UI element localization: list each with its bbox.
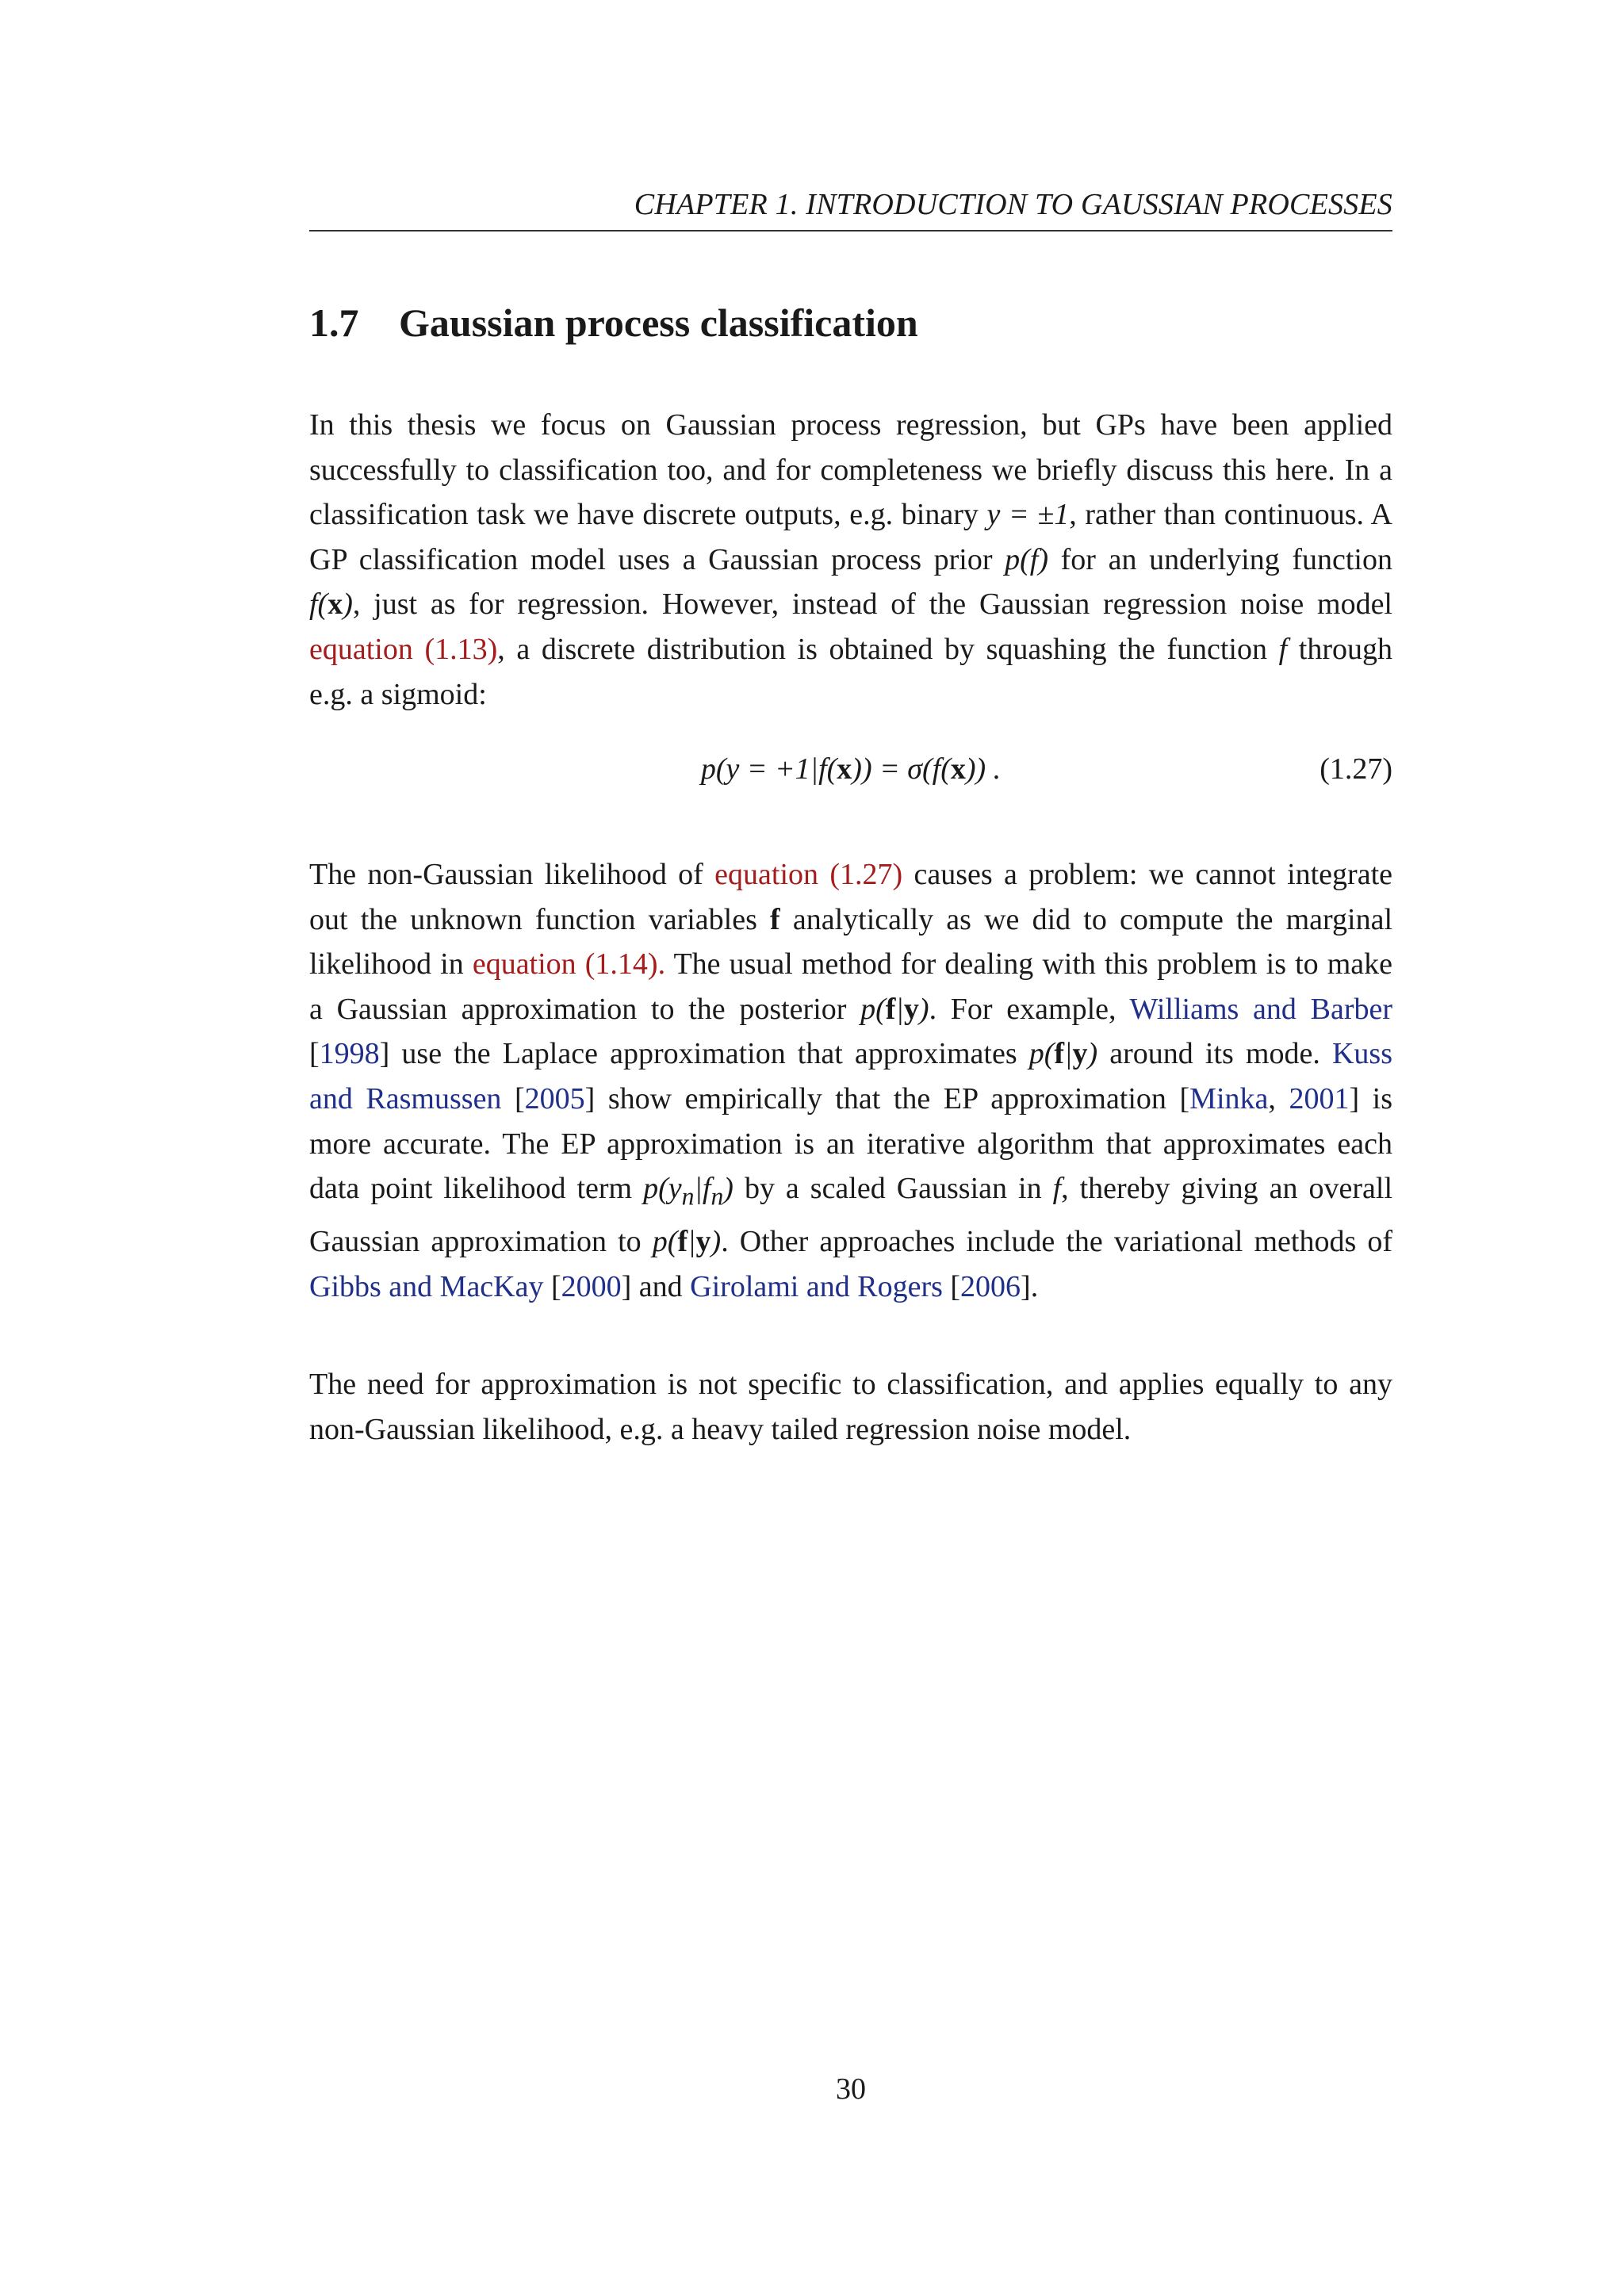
page-number: 30 bbox=[836, 2072, 866, 2106]
math-part: p( bbox=[860, 992, 886, 1026]
math-part: )) . bbox=[965, 752, 1002, 786]
text-run: In this thesis we focus on Gaussian process regression, but GPs have been applied successfully to classification too, and for completeness we briefly discuss this here. In a classification task we have discrete outputs, e.g. binary bbox=[309, 408, 1392, 532]
text-run: . For example, bbox=[929, 992, 1130, 1026]
math-vector: f bbox=[885, 992, 896, 1026]
text-run: causes a problem: we cannot integrate out the unknown function variables bbox=[309, 858, 1392, 936]
text-run: [ bbox=[942, 1269, 961, 1303]
equation-link-1-14[interactable]: equation (1.14). bbox=[472, 947, 666, 982]
math-part: p( bbox=[1028, 1037, 1055, 1071]
math-part: ) bbox=[710, 1225, 722, 1259]
text-run: , rather than continuous. A GP classification model uses a Gaussian process prior bbox=[309, 498, 1392, 576]
citation-year-2000[interactable]: 2000 bbox=[561, 1269, 622, 1303]
text-run: through e.g. a sigmoid: bbox=[309, 632, 1392, 711]
section-title: Gaussian process classification bbox=[399, 300, 918, 345]
math-vector: f bbox=[1054, 1037, 1065, 1071]
text-run: around its mode. bbox=[1097, 1037, 1332, 1071]
math-part: p( bbox=[652, 1225, 678, 1259]
text-run: [ bbox=[501, 1081, 525, 1115]
math-inline bbox=[860, 993, 929, 1026]
text-run: The usual method for dealing with this problem is to make a Gaussian approximation to the posterior bbox=[309, 947, 1393, 1026]
equation-link-1-27[interactable]: equation (1.27) bbox=[714, 858, 903, 891]
equation-body bbox=[309, 752, 1392, 786]
paragraph-intro bbox=[309, 403, 1392, 717]
text-run: analytically as we did to compute the marginal likelihood in bbox=[309, 902, 1392, 982]
text-run: [ bbox=[309, 1037, 320, 1071]
math-inline: f bbox=[1052, 1172, 1062, 1206]
paragraph-approximation bbox=[309, 852, 1392, 1310]
math-subscript: n bbox=[710, 1182, 724, 1211]
math-part: ) bbox=[918, 992, 929, 1026]
header-rule bbox=[309, 230, 1392, 232]
math-vector: y bbox=[903, 992, 919, 1026]
text-run: . Other approaches include the variational methods of bbox=[721, 1225, 1392, 1259]
text-run: ]. bbox=[1021, 1269, 1039, 1303]
text-run: , bbox=[1268, 1081, 1289, 1115]
citation-girolami-rogers[interactable]: Girolami and Rogers bbox=[690, 1269, 943, 1303]
text-run: [ bbox=[543, 1269, 561, 1303]
citation-williams-barber[interactable]: Williams and Barber bbox=[1129, 992, 1392, 1026]
math-part: | bbox=[895, 992, 904, 1026]
math-part: p(y bbox=[643, 1172, 682, 1206]
math-vector: x bbox=[950, 752, 966, 786]
text-run: ] use the Laplace approximation that approximates bbox=[379, 1037, 1029, 1071]
math-part: p(y = +1|f( bbox=[700, 752, 837, 786]
text-run: ] is more accurate. The EP approximation is an iterative algorithm that approximates each data point likelihood term bbox=[309, 1081, 1393, 1206]
citation-year-1998[interactable]: 1998 bbox=[319, 1037, 380, 1071]
math-inline bbox=[653, 1225, 721, 1258]
math-inline bbox=[1029, 1037, 1097, 1070]
paragraph-conclusion: The need for approximation is not specific to classification, and applies equally to any non-Gaussian likelihood, e.g. a heavy tailed regression noise model. bbox=[309, 1368, 1392, 1446]
math-part: |f bbox=[694, 1172, 711, 1206]
text-run: ] and bbox=[621, 1269, 691, 1303]
running-head: CHAPTER 1. INTRODUCTION TO GAUSSIAN PROCESSES bbox=[634, 188, 1392, 221]
math-part: ) bbox=[1087, 1037, 1098, 1071]
math-part: | bbox=[1064, 1037, 1073, 1071]
text-run: by a scaled Gaussian in bbox=[733, 1172, 1053, 1206]
math-part: ) bbox=[723, 1172, 733, 1206]
math-vector: f bbox=[677, 1225, 688, 1259]
math-vector: y bbox=[1072, 1037, 1088, 1071]
math-inline bbox=[643, 1172, 733, 1211]
text-run: , thereby giving an overall Gaussian approximation to bbox=[309, 1172, 1392, 1259]
math-part: f( bbox=[309, 587, 328, 622]
math-vector: x bbox=[837, 752, 852, 786]
math-inline bbox=[309, 587, 353, 621]
citation-kuss-rasmussen[interactable]: Kuss and Rasmussen bbox=[309, 1037, 1392, 1115]
math-part: )) = σ(f( bbox=[852, 752, 951, 786]
citation-year-2006[interactable]: 2006 bbox=[960, 1269, 1021, 1303]
text-run: ] show empirically that the EP approximation [ bbox=[584, 1081, 1190, 1115]
text-run: , a discrete distribution is obtained by squashing the function bbox=[497, 632, 1279, 666]
citation-year-2001[interactable]: 2001 bbox=[1289, 1081, 1350, 1115]
math-vector: f bbox=[770, 902, 780, 936]
math-inline: p(f) bbox=[1005, 542, 1049, 576]
text-run: The non-Gaussian likelihood of bbox=[309, 858, 715, 891]
math-inline: f bbox=[1278, 632, 1288, 666]
citation-year-2005[interactable]: 2005 bbox=[524, 1081, 585, 1115]
math-part: ) bbox=[343, 587, 353, 622]
citation-minka[interactable]: Minka bbox=[1189, 1081, 1269, 1115]
equation-number: (1.27) bbox=[1320, 752, 1392, 786]
text-run: for an underlying function bbox=[1048, 542, 1392, 576]
math-inline: y = ±1 bbox=[986, 498, 1070, 532]
math-part: | bbox=[688, 1225, 696, 1259]
math-subscript: n bbox=[681, 1182, 695, 1211]
math-vector: x bbox=[327, 587, 343, 622]
text-run: , just as for regression. However, instead of the Gaussian regression noise model bbox=[352, 587, 1392, 622]
display-equation bbox=[309, 752, 1392, 799]
math-vector: y bbox=[695, 1225, 711, 1259]
citation-gibbs-mackay[interactable]: Gibbs and MacKay bbox=[309, 1269, 544, 1303]
document-page bbox=[309, 0, 1392, 2296]
section-number: 1.7 bbox=[309, 300, 359, 345]
section-heading bbox=[309, 300, 1392, 346]
equation-link-1-13[interactable]: equation (1.13) bbox=[309, 632, 498, 666]
